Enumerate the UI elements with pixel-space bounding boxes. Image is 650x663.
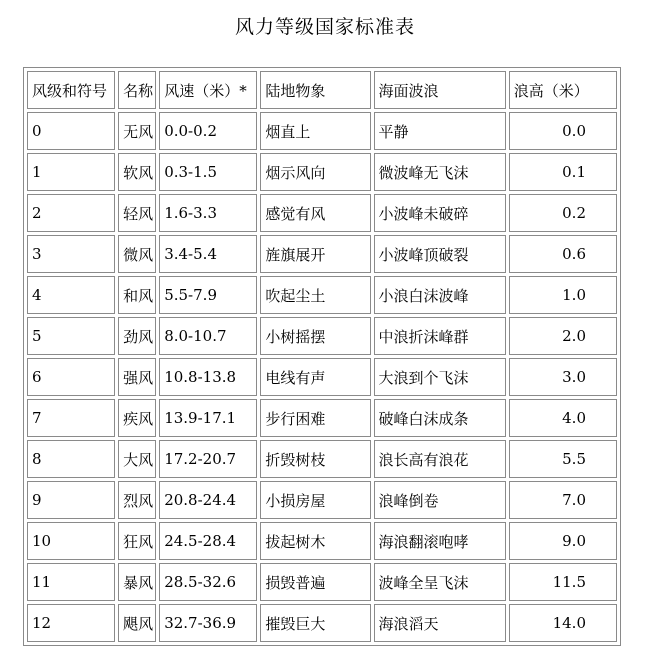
cell-land-signs: 电线有声 xyxy=(260,358,370,396)
cell-sea-waves: 浪峰倒卷 xyxy=(374,481,506,519)
cell-sea-waves: 波峰全呈飞沫 xyxy=(374,563,506,601)
cell-sea-waves: 浪长高有浪花 xyxy=(374,440,506,478)
wind-scale-table xyxy=(23,67,621,646)
table-row xyxy=(27,522,617,560)
page-title: 风力等级国家标准表 xyxy=(234,16,415,38)
cell-sea-waves: 海浪翻滚咆哮 xyxy=(374,522,506,560)
cell-wave-height: 0.1 xyxy=(509,153,617,191)
cell-name: 和风 xyxy=(118,276,156,314)
cell-land-signs: 感觉有风 xyxy=(260,194,370,232)
cell-level: 8 xyxy=(27,440,115,478)
cell-land-signs: 烟直上 xyxy=(260,112,370,150)
cell-name: 疾风 xyxy=(118,399,156,437)
cell-wind-speed: 0.0-0.2 xyxy=(159,112,257,150)
cell-name: 飓风 xyxy=(118,604,156,642)
cell-level: 6 xyxy=(27,358,115,396)
cell-sea-waves: 小浪白沫波峰 xyxy=(374,276,506,314)
cell-wind-speed: 24.5-28.4 xyxy=(159,522,257,560)
cell-name: 暴风 xyxy=(118,563,156,601)
cell-land-signs: 吹起尘土 xyxy=(260,276,370,314)
header-wave-height: 浪高（米） xyxy=(509,71,617,109)
cell-sea-waves: 海浪滔天 xyxy=(374,604,506,642)
cell-name: 强风 xyxy=(118,358,156,396)
cell-wave-height: 5.5 xyxy=(509,440,617,478)
cell-wind-speed: 3.4-5.4 xyxy=(159,235,257,273)
table-row xyxy=(27,399,617,437)
table-row xyxy=(27,440,617,478)
cell-land-signs: 旌旗展开 xyxy=(260,235,370,273)
cell-wind-speed: 0.3-1.5 xyxy=(159,153,257,191)
cell-land-signs: 烟示风向 xyxy=(260,153,370,191)
table-row xyxy=(27,358,617,396)
cell-name: 狂风 xyxy=(118,522,156,560)
cell-level: 3 xyxy=(27,235,115,273)
cell-level: 9 xyxy=(27,481,115,519)
cell-wind-speed: 13.9-17.1 xyxy=(159,399,257,437)
cell-wind-speed: 32.7-36.9 xyxy=(159,604,257,642)
cell-name: 轻风 xyxy=(118,194,156,232)
table-row xyxy=(27,235,617,273)
table-row xyxy=(27,563,617,601)
cell-level: 5 xyxy=(27,317,115,355)
cell-wave-height: 0.6 xyxy=(509,235,617,273)
header-sea-waves: 海面波浪 xyxy=(374,71,506,109)
cell-wave-height: 2.0 xyxy=(509,317,617,355)
cell-sea-waves: 中浪折沫峰群 xyxy=(374,317,506,355)
header-level: 风级和符号 xyxy=(27,71,115,109)
cell-level: 2 xyxy=(27,194,115,232)
cell-land-signs: 拔起树木 xyxy=(260,522,370,560)
cell-level: 12 xyxy=(27,604,115,642)
table-row xyxy=(27,317,617,355)
cell-land-signs: 小损房屋 xyxy=(260,481,370,519)
cell-land-signs: 小树摇摆 xyxy=(260,317,370,355)
cell-level: 7 xyxy=(27,399,115,437)
cell-wave-height: 0.0 xyxy=(509,112,617,150)
cell-name: 劲风 xyxy=(118,317,156,355)
table-row xyxy=(27,112,617,150)
cell-wave-height: 1.0 xyxy=(509,276,617,314)
cell-wave-height: 9.0 xyxy=(509,522,617,560)
cell-wave-height: 4.0 xyxy=(509,399,617,437)
cell-land-signs: 步行困难 xyxy=(260,399,370,437)
table-header-row xyxy=(27,71,617,109)
cell-name: 软风 xyxy=(118,153,156,191)
cell-wave-height: 11.5 xyxy=(509,563,617,601)
cell-wave-height: 3.0 xyxy=(509,358,617,396)
cell-level: 4 xyxy=(27,276,115,314)
header-wind-speed: 风速（米）* xyxy=(159,71,257,109)
table-row xyxy=(27,276,617,314)
cell-name: 微风 xyxy=(118,235,156,273)
cell-wind-speed: 8.0-10.7 xyxy=(159,317,257,355)
cell-wave-height: 14.0 xyxy=(509,604,617,642)
cell-sea-waves: 大浪到个飞沫 xyxy=(374,358,506,396)
cell-sea-waves: 破峰白沫成条 xyxy=(374,399,506,437)
cell-wind-speed: 17.2-20.7 xyxy=(159,440,257,478)
cell-name: 烈风 xyxy=(118,481,156,519)
cell-wind-speed: 20.8-24.4 xyxy=(159,481,257,519)
table-row xyxy=(27,194,617,232)
cell-level: 10 xyxy=(27,522,115,560)
cell-wind-speed: 1.6-3.3 xyxy=(159,194,257,232)
cell-level: 11 xyxy=(27,563,115,601)
cell-name: 无风 xyxy=(118,112,156,150)
cell-sea-waves: 平静 xyxy=(374,112,506,150)
cell-land-signs: 损毁普遍 xyxy=(260,563,370,601)
cell-wind-speed: 28.5-32.6 xyxy=(159,563,257,601)
cell-land-signs: 折毁树枝 xyxy=(260,440,370,478)
table-row xyxy=(27,153,617,191)
cell-sea-waves: 微波峰无飞沫 xyxy=(374,153,506,191)
cell-wave-height: 7.0 xyxy=(509,481,617,519)
header-name: 名称 xyxy=(118,71,156,109)
cell-sea-waves: 小波峰顶破裂 xyxy=(374,235,506,273)
cell-land-signs: 摧毁巨大 xyxy=(260,604,370,642)
cell-sea-waves: 小波峰未破碎 xyxy=(374,194,506,232)
table-row xyxy=(27,604,617,642)
header-land-signs: 陆地物象 xyxy=(260,71,370,109)
cell-level: 1 xyxy=(27,153,115,191)
cell-wind-speed: 5.5-7.9 xyxy=(159,276,257,314)
table-row xyxy=(27,481,617,519)
cell-level: 0 xyxy=(27,112,115,150)
cell-wind-speed: 10.8-13.8 xyxy=(159,358,257,396)
cell-wave-height: 0.2 xyxy=(509,194,617,232)
cell-name: 大风 xyxy=(118,440,156,478)
